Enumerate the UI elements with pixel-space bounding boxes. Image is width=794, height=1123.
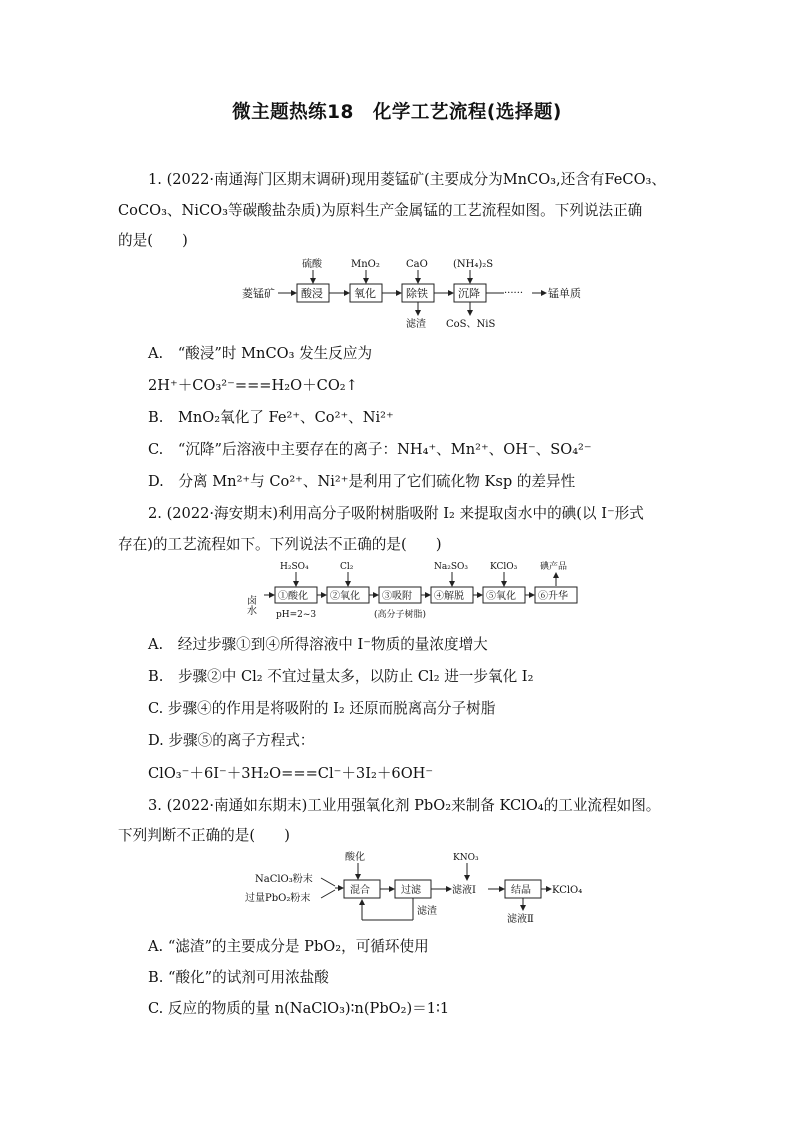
q2-reagent-1: H₂SO₄	[280, 562, 309, 572]
q3-reagent-acid: 酸化	[345, 852, 365, 863]
q2-raw-material: 卤水	[244, 595, 256, 615]
q2-step-4: ④解脱	[434, 591, 464, 602]
q2-flow-diagram	[244, 557, 588, 625]
q3-stem-line1: 3. (2022·南通如东期末)工业用强氧化剂 PbO₂来制备 KClO₄的工业流程如图。	[148, 797, 661, 814]
q3-stem-line2: 下列判断不正确的是( )	[118, 827, 290, 844]
q1-step-3: 除铁	[406, 287, 428, 300]
q2-option-d: D. 步骤⑤的离子方程式：	[148, 732, 315, 749]
q1-dots: ······	[504, 288, 524, 299]
q1-reagent-2: MnO₂	[351, 259, 380, 270]
q3-option-b: B. “酸化”的试剂可用浓盐酸	[148, 969, 329, 986]
q1-product: 锰单质	[548, 287, 581, 300]
q1-option-a-equation: 2H⁺＋CO₃²⁻===H₂O＋CO₂↑	[148, 377, 358, 394]
q3-step-1: 混合	[350, 885, 370, 896]
q3-filtrate-1: 滤液Ⅰ	[452, 885, 476, 896]
q1-option-d: D. 分离 Mn²⁺与 Co²⁺、Ni²⁺是利用了它们硫化物 Ksp 的差异性	[148, 473, 576, 490]
q1-output-2: CoS、NiS	[446, 319, 496, 330]
q1-raw-material: 菱锰矿	[242, 287, 275, 300]
q2-step-3: ③吸附	[382, 591, 412, 602]
q2-step-5: ⑤氧化	[486, 591, 516, 602]
q1-stem-line1: 1. (2022·南通海门区期末调研)现用菱锰矿(主要成分为MnCO₃,还含有FeCO₃、	[148, 171, 666, 188]
q2-note-ph: pH=2~3	[276, 610, 317, 620]
q3-reagent-kno3: KNO₃	[453, 853, 479, 863]
q2-option-d-equation: ClO₃⁻＋6I⁻＋3H₂O===Cl⁻＋3I₂＋6OH⁻	[148, 765, 434, 782]
q3-product: KClO₄	[552, 885, 583, 896]
q1-output-1: 滤渣	[406, 319, 426, 330]
q2-step-1: ①酸化	[278, 591, 308, 602]
q3-option-a: A. “滤渣”的主要成分是 PbO₂，可循环使用	[148, 938, 429, 955]
q1-step-1: 酸浸	[301, 287, 323, 300]
q3-step-2: 过滤	[401, 885, 421, 896]
q2-option-c: C. 步骤④的作用是将吸附的 I₂ 还原而脱离高分子树脂	[148, 700, 496, 717]
q1-reagent-3: CaO	[406, 259, 428, 270]
q2-stem-line2: 存在)的工艺流程如下。下列说法不正确的是( )	[118, 536, 442, 553]
q1-step-2: 氧化	[354, 287, 376, 300]
q3-residue: 滤渣	[417, 906, 437, 917]
q2-stem-line1: 2. (2022·海安期末)利用高分子吸附树脂吸附 I₂ 来提取卤水中的碘(以 I⁻形式	[148, 505, 644, 522]
q3-option-c: C. 反应的物质的量 n(NaClO₃)∶n(PbO₂)＝1∶1	[148, 1000, 450, 1017]
q2-note-resin: (高分子树脂)	[374, 610, 427, 620]
q1-option-b: B. MnO₂氧化了 Fe²⁺、Co²⁺、Ni²⁺	[148, 409, 394, 426]
q1-option-a: A. “酸浸”时 MnCO₃ 发生反应为	[148, 345, 373, 362]
q2-product: 碘产品	[540, 562, 568, 572]
q2-option-b: B. 步骤②中 Cl₂ 不宜过量太多，以防止 Cl₂ 进一步氧化 I₂	[148, 668, 534, 685]
q3-flow-diagram	[245, 848, 595, 928]
q1-stem-line2: CoCO₃、NiCO₃等碳酸盐杂质)为原料生产金属锰的工艺流程如图。下列说法正确	[118, 202, 643, 219]
q2-option-a: A. 经过步骤①到④所得溶液中 I⁻物质的量浓度增大	[148, 636, 488, 653]
q2-step-6: ⑥升华	[538, 591, 568, 602]
q1-step-4: 沉降	[458, 287, 480, 300]
q3-input-2: 过量PbO₂粉末	[245, 893, 311, 904]
q1-flow-diagram	[240, 255, 620, 335]
q3-step-3: 结晶	[511, 885, 531, 896]
q3-filtrate-2: 滤液Ⅱ	[507, 914, 534, 925]
q1-reagent-4: (NH₄)₂S	[453, 259, 494, 270]
q2-reagent-2: Cl₂	[340, 562, 354, 572]
page-title: 微主题热练18 化学工艺流程(选择题)	[232, 102, 562, 123]
q3-input-1: NaClO₃粉末	[255, 874, 313, 885]
q1-reagent-1: 硫酸	[302, 259, 322, 270]
q2-reagent-4: KClO₃	[490, 562, 518, 572]
q1-option-c: C. “沉降”后溶液中主要存在的离子：NH₄⁺、Mn²⁺、OH⁻、SO₄²⁻	[148, 441, 592, 458]
q2-step-2: ②氧化	[330, 591, 360, 602]
q1-stem-line3: 的是( )	[118, 232, 188, 249]
q2-reagent-3: Na₂SO₃	[434, 562, 469, 572]
